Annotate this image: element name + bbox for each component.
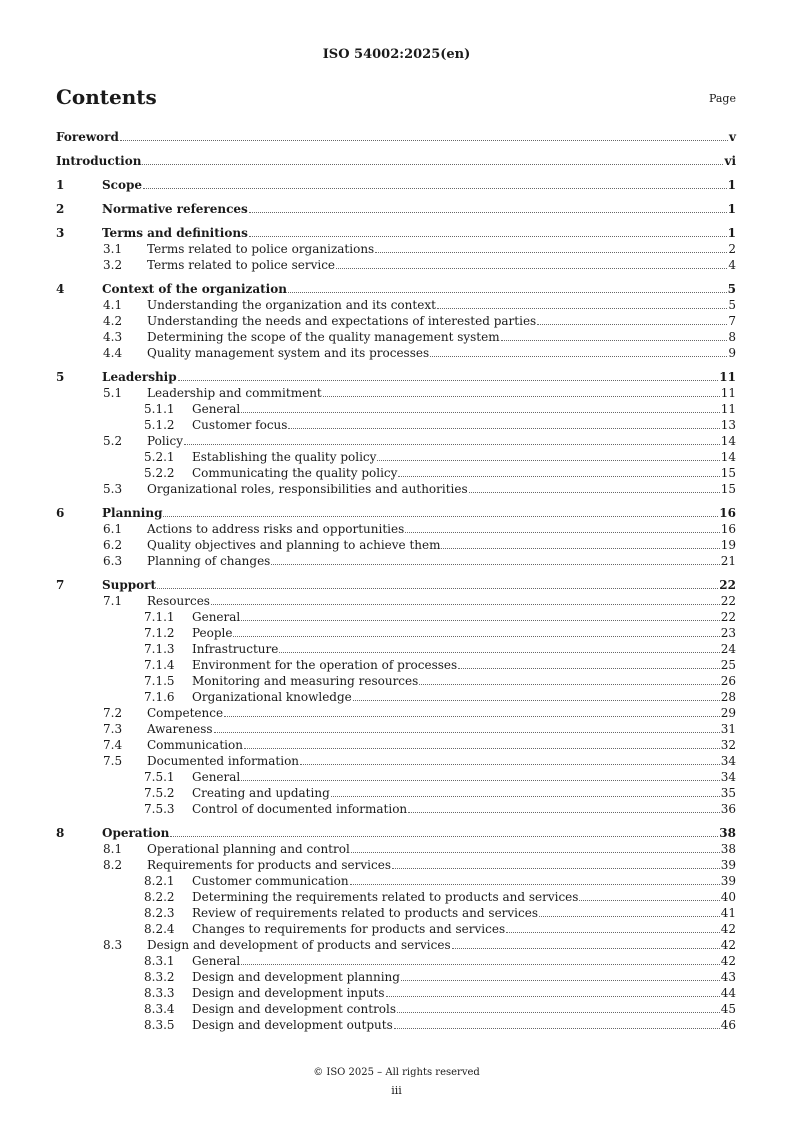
toc-entry-page: 39 bbox=[720, 874, 736, 888]
toc-entry-number: 4 bbox=[56, 282, 65, 296]
dot-leader bbox=[271, 563, 719, 565]
dot-leader bbox=[120, 139, 728, 141]
toc-entry-page: 41 bbox=[720, 906, 736, 920]
toc-entry-number: 3 bbox=[56, 226, 65, 240]
toc-entry-title: Planning bbox=[102, 506, 163, 520]
dot-leader bbox=[170, 835, 718, 837]
toc-entry-title: General bbox=[192, 770, 241, 784]
toc-entry[interactable] bbox=[56, 937, 736, 953]
toc-entry-title: Leadership bbox=[102, 370, 177, 384]
toc-entry-title: Monitoring and measuring resources bbox=[192, 674, 419, 688]
toc-entry-page: 5 bbox=[727, 282, 736, 296]
dot-leader bbox=[300, 763, 720, 765]
dot-leader bbox=[408, 811, 720, 813]
toc-entry-page: 32 bbox=[720, 738, 736, 752]
toc-entry-title: People bbox=[192, 626, 233, 640]
toc-entry[interactable] bbox=[56, 281, 736, 297]
toc-entry[interactable] bbox=[56, 329, 736, 345]
toc-entry-number: 5.3 bbox=[103, 482, 123, 496]
toc-entry-number: 8.3 bbox=[103, 938, 123, 952]
toc-entry[interactable] bbox=[56, 1001, 736, 1017]
dot-leader bbox=[244, 747, 720, 749]
toc-entry-number: 7.1.6 bbox=[144, 690, 175, 704]
toc-entry-title: Quality management system and its processes bbox=[147, 346, 430, 360]
dot-leader bbox=[249, 235, 727, 237]
toc-entry-number: 6 bbox=[56, 506, 65, 520]
toc-entry-title: Infrastructure bbox=[192, 642, 279, 656]
dot-leader bbox=[157, 587, 718, 589]
toc-entry[interactable] bbox=[56, 625, 736, 641]
toc-entry-page: 1 bbox=[727, 226, 736, 240]
toc-entry-page: 42 bbox=[720, 922, 736, 936]
dot-leader bbox=[386, 995, 720, 997]
dot-leader bbox=[241, 779, 719, 781]
dot-leader bbox=[398, 475, 719, 477]
toc-entry-number: 6.1 bbox=[103, 522, 123, 536]
dot-leader bbox=[241, 619, 719, 621]
dot-leader bbox=[394, 1027, 720, 1029]
toc-entry[interactable] bbox=[56, 177, 736, 193]
toc-entry-title: Leadership and commitment bbox=[147, 386, 322, 400]
toc-entry[interactable] bbox=[56, 753, 736, 769]
toc-entry[interactable] bbox=[56, 609, 736, 625]
toc-entry-number: 8.3.1 bbox=[144, 954, 175, 968]
dot-leader bbox=[392, 867, 720, 869]
toc-entry-page: v bbox=[729, 130, 736, 144]
toc-entry[interactable] bbox=[56, 345, 736, 361]
toc-entry-number: 5.2 bbox=[103, 434, 123, 448]
page-column-label: Page bbox=[708, 92, 736, 105]
toc-entry-page: 31 bbox=[720, 722, 736, 736]
toc-entry-number: 7.1.2 bbox=[144, 626, 175, 640]
page-number: iii bbox=[391, 1084, 402, 1097]
toc-entry-title: Support bbox=[102, 578, 157, 592]
toc-entry-number: 5 bbox=[56, 370, 65, 384]
dot-leader bbox=[184, 443, 720, 445]
dot-leader bbox=[353, 699, 720, 701]
dot-leader bbox=[249, 211, 727, 213]
dot-leader bbox=[377, 459, 719, 461]
dot-leader bbox=[579, 899, 719, 901]
toc-entry[interactable] bbox=[56, 153, 736, 169]
toc-entry-page: 23 bbox=[720, 626, 736, 640]
toc-entry-number: 7.5.2 bbox=[144, 786, 175, 800]
toc-entry[interactable] bbox=[56, 577, 736, 593]
toc-entry-title: Terms related to police service bbox=[147, 258, 336, 272]
toc-entry-page: 36 bbox=[720, 802, 736, 816]
toc-entry-page: 14 bbox=[720, 434, 736, 448]
toc-entry[interactable] bbox=[56, 769, 736, 785]
toc-entry-number: 5.1.1 bbox=[144, 402, 175, 416]
toc-entry-title: Foreword bbox=[56, 130, 119, 144]
toc-entry-title: Communicating the quality policy bbox=[192, 466, 398, 480]
toc-entry-page: 19 bbox=[720, 538, 736, 552]
toc-entry[interactable] bbox=[56, 785, 736, 801]
dot-leader bbox=[288, 291, 727, 293]
toc-entry-number: 7.1 bbox=[103, 594, 123, 608]
dot-leader bbox=[405, 531, 719, 533]
toc-entry-title: Understanding the organization and its context bbox=[147, 298, 436, 312]
toc-entry-number: 3.1 bbox=[103, 242, 123, 256]
dot-leader bbox=[233, 635, 719, 637]
toc-entry[interactable] bbox=[56, 673, 736, 689]
dot-leader bbox=[214, 731, 720, 733]
toc-entry-page: 42 bbox=[720, 938, 736, 952]
toc-entry-title: Policy bbox=[147, 434, 183, 448]
toc-entry-page: 22 bbox=[720, 594, 736, 608]
dot-leader bbox=[441, 547, 719, 549]
toc-entry-number: 8 bbox=[56, 826, 65, 840]
dot-leader bbox=[224, 715, 720, 717]
toc-entry-number: 7.1.5 bbox=[144, 674, 175, 688]
toc-entry[interactable] bbox=[56, 737, 736, 753]
toc-entry-page: 34 bbox=[720, 770, 736, 784]
toc-entry-title: Organizational roles, responsibilities and authorities bbox=[147, 482, 468, 496]
toc-entry-title: Scope bbox=[102, 178, 143, 192]
toc-entry[interactable] bbox=[56, 505, 736, 521]
dot-leader bbox=[419, 683, 719, 685]
toc-entry-title: Planning of changes bbox=[147, 554, 271, 568]
toc-entry-page: 22 bbox=[719, 578, 736, 592]
toc-entry-title: General bbox=[192, 610, 241, 624]
toc-entry-number: 6.2 bbox=[103, 538, 123, 552]
toc-entry-page: 42 bbox=[720, 954, 736, 968]
toc-entry-page: 11 bbox=[719, 370, 736, 384]
toc-entry[interactable] bbox=[56, 921, 736, 937]
dot-leader bbox=[211, 603, 720, 605]
dot-leader bbox=[401, 979, 720, 981]
toc-entry-title: Environment for the operation of processes bbox=[192, 658, 458, 672]
toc-entry-page: 15 bbox=[720, 466, 736, 480]
toc-entry-number: 1 bbox=[56, 178, 65, 192]
toc-entry-number: 8.3.5 bbox=[144, 1018, 175, 1032]
toc-entry-number: 8.3.3 bbox=[144, 986, 175, 1000]
toc-entry-number: 4.1 bbox=[103, 298, 123, 312]
toc-entry-title: Resources bbox=[147, 594, 210, 608]
toc-entry-number: 5.1.2 bbox=[144, 418, 175, 432]
toc-entry-number: 7.2 bbox=[103, 706, 123, 720]
toc-entry[interactable] bbox=[56, 721, 736, 737]
toc-entry[interactable] bbox=[56, 385, 736, 401]
toc-entry[interactable] bbox=[56, 449, 736, 465]
toc-entry[interactable] bbox=[56, 873, 736, 889]
toc-entry[interactable] bbox=[56, 889, 736, 905]
toc-entry-page: 40 bbox=[720, 890, 736, 904]
toc-entry[interactable] bbox=[56, 129, 736, 145]
dot-leader bbox=[506, 931, 720, 933]
toc-entry[interactable] bbox=[56, 481, 736, 497]
dot-leader bbox=[437, 307, 727, 309]
toc-entry-number: 4.2 bbox=[103, 314, 123, 328]
toc-entry-page: 26 bbox=[720, 674, 736, 688]
toc-entry[interactable] bbox=[56, 969, 736, 985]
toc-entry-page: 1 bbox=[727, 178, 736, 192]
toc-entry-title: Actions to address risks and opportunities bbox=[147, 522, 405, 536]
toc-entry-page: 7 bbox=[728, 314, 736, 328]
toc-entry-number: 8.2 bbox=[103, 858, 123, 872]
toc-entry[interactable] bbox=[56, 417, 736, 433]
dot-leader bbox=[331, 795, 720, 797]
toc-entry-number: 5.2.2 bbox=[144, 466, 175, 480]
dot-leader bbox=[241, 963, 719, 965]
toc-entry-title: General bbox=[192, 402, 241, 416]
toc-entry[interactable] bbox=[56, 953, 736, 969]
toc-entry-page: 14 bbox=[720, 450, 736, 464]
toc-entry-number: 4.4 bbox=[103, 346, 123, 360]
toc-entry-page: 24 bbox=[720, 642, 736, 656]
dot-leader bbox=[143, 187, 727, 189]
toc-entry-number: 7.3 bbox=[103, 722, 123, 736]
toc-entry[interactable] bbox=[56, 257, 736, 273]
toc-entry-title: Determining the scope of the quality management system bbox=[147, 330, 500, 344]
toc-entry-page: 11 bbox=[720, 402, 736, 416]
dot-leader bbox=[279, 651, 719, 653]
dot-leader bbox=[501, 339, 728, 341]
dot-leader bbox=[469, 491, 720, 493]
toc-entry-number: 7.1.3 bbox=[144, 642, 175, 656]
table-of-contents bbox=[56, 129, 736, 1033]
dot-leader bbox=[375, 251, 727, 253]
page-title: Contents bbox=[56, 85, 157, 109]
toc-entry[interactable] bbox=[56, 841, 736, 857]
toc-entry-title: Terms related to police organizations bbox=[147, 242, 375, 256]
toc-entry-number: 8.2.2 bbox=[144, 890, 175, 904]
toc-entry[interactable] bbox=[56, 657, 736, 673]
toc-entry-page: 34 bbox=[720, 754, 736, 768]
toc-entry-title: General bbox=[192, 954, 241, 968]
toc-entry[interactable] bbox=[56, 313, 736, 329]
toc-entry-title: Control of documented information bbox=[192, 802, 408, 816]
toc-entry-page: 11 bbox=[720, 386, 736, 400]
toc-entry[interactable] bbox=[56, 521, 736, 537]
toc-entry-page: 44 bbox=[720, 986, 736, 1000]
toc-entry-title: Changes to requirements for products and services bbox=[192, 922, 506, 936]
toc-entry-title: Design and development controls bbox=[192, 1002, 397, 1016]
toc-entry-title: Customer focus bbox=[192, 418, 288, 432]
toc-entry-number: 8.2.3 bbox=[144, 906, 175, 920]
dot-leader bbox=[350, 883, 720, 885]
toc-entry-number: 7.5.3 bbox=[144, 802, 175, 816]
dot-leader bbox=[351, 851, 720, 853]
toc-entry-title: Context of the organization bbox=[102, 282, 287, 296]
toc-entry-page: 15 bbox=[720, 482, 736, 496]
toc-entry-page: 16 bbox=[720, 522, 736, 536]
toc-entry-title: Organizational knowledge bbox=[192, 690, 352, 704]
toc-entry-page: 25 bbox=[720, 658, 736, 672]
toc-entry-title: Design and development planning bbox=[192, 970, 400, 984]
toc-entry-title: Awareness bbox=[147, 722, 213, 736]
toc-entry-page: 35 bbox=[720, 786, 736, 800]
toc-entry-page: 46 bbox=[720, 1018, 736, 1032]
toc-entry[interactable] bbox=[56, 857, 736, 873]
dot-leader bbox=[452, 947, 720, 949]
dot-leader bbox=[323, 395, 720, 397]
toc-entry-title: Documented information bbox=[147, 754, 300, 768]
toc-entry[interactable] bbox=[56, 201, 736, 217]
toc-entry-page: 9 bbox=[728, 346, 736, 360]
dot-leader bbox=[142, 163, 723, 165]
dot-leader bbox=[539, 915, 720, 917]
toc-entry-title: Design and development inputs bbox=[192, 986, 385, 1000]
toc-entry-page: 38 bbox=[720, 842, 736, 856]
toc-entry-title: Customer communication bbox=[192, 874, 349, 888]
toc-entry[interactable] bbox=[56, 1017, 736, 1033]
toc-entry-number: 7.4 bbox=[103, 738, 123, 752]
dot-leader bbox=[241, 411, 719, 413]
toc-entry-page: 21 bbox=[720, 554, 736, 568]
toc-entry[interactable] bbox=[56, 465, 736, 481]
toc-entry-page: 28 bbox=[720, 690, 736, 704]
toc-entry-page: 5 bbox=[728, 298, 736, 312]
toc-entry-title: Establishing the quality policy bbox=[192, 450, 377, 464]
toc-entry-title: Design and development outputs bbox=[192, 1018, 393, 1032]
dot-leader bbox=[288, 427, 719, 429]
toc-entry-title: Terms and definitions bbox=[102, 226, 248, 240]
toc-entry[interactable] bbox=[56, 401, 736, 417]
toc-entry-page: 16 bbox=[719, 506, 736, 520]
toc-entry[interactable] bbox=[56, 593, 736, 609]
toc-entry[interactable] bbox=[56, 825, 736, 841]
toc-entry-page: 22 bbox=[720, 610, 736, 624]
toc-entry-title: Understanding the needs and expectations of interested parties bbox=[147, 314, 537, 328]
toc-entry[interactable] bbox=[56, 641, 736, 657]
toc-entry-number: 8.3.4 bbox=[144, 1002, 175, 1016]
toc-entry-number: 5.2.1 bbox=[144, 450, 175, 464]
toc-entry-title: Quality objectives and planning to achieve them bbox=[147, 538, 441, 552]
copyright-notice: © ISO 2025 – All rights reserved bbox=[313, 1067, 480, 1078]
toc-entry-number: 7.1.4 bbox=[144, 658, 175, 672]
toc-entry-number: 8.1 bbox=[103, 842, 123, 856]
toc-entry[interactable] bbox=[56, 537, 736, 553]
toc-entry[interactable] bbox=[56, 985, 736, 1001]
dot-leader bbox=[163, 515, 718, 517]
toc-entry-number: 7.5.1 bbox=[144, 770, 175, 784]
toc-entry-title: Determining the requirements related to products and services bbox=[192, 890, 579, 904]
toc-entry-number: 7 bbox=[56, 578, 65, 592]
toc-entry-title: Operational planning and control bbox=[147, 842, 350, 856]
toc-entry-number: 2 bbox=[56, 202, 65, 216]
toc-entry-title: Review of requirements related to products and services bbox=[192, 906, 539, 920]
toc-entry-page: 4 bbox=[728, 258, 736, 272]
dot-leader bbox=[537, 323, 727, 325]
toc-entry-number: 7.1.1 bbox=[144, 610, 175, 624]
toc-entry-page: 38 bbox=[719, 826, 736, 840]
toc-entry[interactable] bbox=[56, 553, 736, 569]
toc-entry-number: 8.2.4 bbox=[144, 922, 175, 936]
document-identifier: ISO 54002:2025(en) bbox=[322, 47, 471, 62]
toc-entry-page: 45 bbox=[720, 1002, 736, 1016]
toc-entry-title: Normative references bbox=[102, 202, 248, 216]
toc-entry-number: 3.2 bbox=[103, 258, 123, 272]
dot-leader bbox=[458, 667, 720, 669]
toc-entry[interactable] bbox=[56, 689, 736, 705]
toc-entry[interactable] bbox=[56, 905, 736, 921]
toc-entry[interactable] bbox=[56, 369, 736, 385]
toc-entry-number: 5.1 bbox=[103, 386, 123, 400]
dot-leader bbox=[178, 379, 719, 381]
toc-entry-title: Communication bbox=[147, 738, 243, 752]
toc-entry[interactable] bbox=[56, 433, 736, 449]
dot-leader bbox=[430, 355, 727, 357]
toc-entry-title: Competence bbox=[147, 706, 224, 720]
toc-entry-page: 39 bbox=[720, 858, 736, 872]
toc-entry-page: 1 bbox=[727, 202, 736, 216]
toc-entry-number: 8.2.1 bbox=[144, 874, 175, 888]
toc-entry-title: Operation bbox=[102, 826, 170, 840]
toc-entry-title: Requirements for products and services bbox=[147, 858, 391, 872]
toc-entry[interactable] bbox=[56, 241, 736, 257]
toc-entry-number: 6.3 bbox=[103, 554, 123, 568]
toc-entry-title: Design and development of products and services bbox=[147, 938, 451, 952]
toc-entry-number: 7.5 bbox=[103, 754, 123, 768]
toc-entry-page: 29 bbox=[720, 706, 736, 720]
toc-entry-page: 13 bbox=[720, 418, 736, 432]
toc-entry-title: Creating and updating bbox=[192, 786, 330, 800]
toc-entry-title: Introduction bbox=[56, 154, 142, 168]
toc-entry[interactable] bbox=[56, 225, 736, 241]
toc-entry[interactable] bbox=[56, 705, 736, 721]
toc-entry-page: 8 bbox=[728, 330, 736, 344]
toc-entry-page: 2 bbox=[728, 242, 736, 256]
toc-entry[interactable] bbox=[56, 297, 736, 313]
toc-entry-page: 43 bbox=[720, 970, 736, 984]
toc-entry-number: 4.3 bbox=[103, 330, 123, 344]
toc-entry-number: 8.3.2 bbox=[144, 970, 175, 984]
dot-leader bbox=[397, 1011, 720, 1013]
toc-entry[interactable] bbox=[56, 801, 736, 817]
dot-leader bbox=[336, 267, 727, 269]
toc-entry-page: vi bbox=[724, 154, 736, 168]
